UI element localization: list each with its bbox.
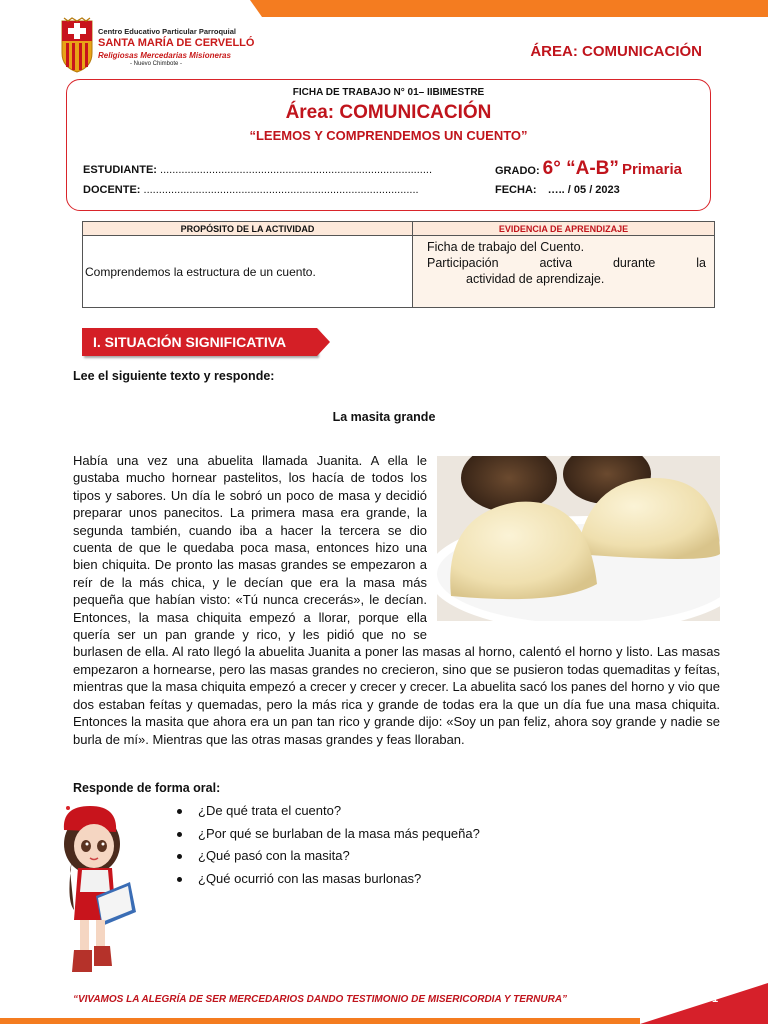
teacher-blank: .......................................................................................... <box>143 184 419 196</box>
student-field <box>83 164 432 176</box>
teacher-field <box>83 184 419 196</box>
evidence-word: la <box>696 256 706 270</box>
school-name: SANTA MARÍA DE CERVELLÓ <box>98 37 255 49</box>
date-label: FECHA: <box>495 184 537 196</box>
story-text: Había una vez una abuelita llamada Juanita. A ella le gustaba mucho hornear pastelitos, los hacía de todos los tipos y sabores. Un día le sobró un poco de masa y decidió preparar unos panecitos. La primera masa era grande, la segunda también, cuando iba a hacer la tercera se dio cuenta de que le quedaba poca masa, entonces hizo una bien chiquita. De pronto las masas grandes se empezaron a reír de la más chica, y le decían que era la masa más pequeña que habían visto: «Tú nunca crecerás», le decían. Entonces, la masa chiquita empezó a llorar, porque ella quería ser un pan grande y rico, y les pidió que no se burlasen de ella. Al rato llegó la abuelita Juanita a poner las masas al horno, calentó el horno y listo. Las masas empezaron a hornearse, pero las masas grandes no crecieron, sino que se pusieron todas quemaditas y feítas, mientras que la masa chiquita empezó a crecer y crecer y crecer. La abuelita sacó los panes del horno y vio que dos estaban feítas y quemadas, pero la más rica y grande de todas era la que un día fue una masa chiquita. Entonces la masita que ahora era un pan tan rico y grande dijo: «Soy un pan feliz, ahora soy grande y nadie se burla de mí». Mientras que las otras masas grandes y feas lloraban. <box>73 453 720 747</box>
purpose-cell: Comprendemos la estructura de un cuento. <box>83 236 413 308</box>
school-congregation: Religiosas Mercedarias Misioneras <box>98 51 231 60</box>
footer-corner <box>640 983 768 1024</box>
footer-motto: “VIVAMOS LA ALEGRÍA DE SER MERCEDARIOS DANDO TESTIMONIO DE MISERICORDIA Y TERNURA” <box>72 994 568 1005</box>
grade-value: 6° “A-B” <box>542 158 619 179</box>
area-header: ÁREA: COMUNICACIÓN <box>530 43 702 60</box>
purpose-table-header-row <box>83 222 715 236</box>
evidence-word: activa <box>539 256 573 270</box>
student-blank: ......................................................................................... <box>160 164 433 176</box>
grade-level: Primaria <box>621 161 682 178</box>
evidence-item-1: Ficha de trabajo del Cuento. <box>427 240 585 254</box>
ficha-number: FICHA DE TRABAJO N° 01– IIBIMESTRE <box>292 87 485 98</box>
school-city: - Nuevo Chimbote - <box>130 61 183 67</box>
worksheet-header-box <box>66 79 711 211</box>
page-number: 1 <box>712 993 719 1005</box>
grade-label: GRADO: <box>495 165 540 177</box>
date-field <box>495 184 620 196</box>
story-body <box>73 452 720 748</box>
question-item: ¿Por qué se burlaban de la masa más pequeña? <box>176 823 480 846</box>
footer-bar <box>0 1018 640 1024</box>
date-value: ….. / 05 / 2023 <box>547 184 620 196</box>
school-logo <box>60 17 260 77</box>
bread-dough-illustration <box>437 456 720 621</box>
top-band-corner <box>250 0 262 17</box>
evidence-word: Participación <box>427 256 499 270</box>
evidence-cell <box>413 236 715 308</box>
evidence-column-header: EVIDENCIA DE APRENDIZAJE <box>413 222 715 236</box>
oral-questions-list <box>176 800 480 890</box>
evidence-word: durante <box>612 256 656 270</box>
section-banner <box>82 328 330 356</box>
question-item: ¿Qué ocurrió con las masas burlonas? <box>176 868 480 891</box>
question-item: ¿Qué pasó con la masita? <box>176 845 480 868</box>
top-band <box>262 0 768 17</box>
purpose-table-row <box>83 236 715 308</box>
section-title: I. SITUACIÓN SIGNIFICATIVA <box>93 334 287 350</box>
school-type: Centro Educativo Particular Parroquial <box>98 27 236 36</box>
worksheet-subtitle: “LEEMOS Y COMPRENDEMOS UN CUENTO” <box>249 128 528 143</box>
girl-reading-illustration <box>56 800 166 980</box>
oral-questions-title: Responde de forma oral: <box>73 781 221 795</box>
question-item: ¿De qué trata el cuento? <box>176 800 480 823</box>
student-label: ESTUDIANTE: <box>83 164 157 176</box>
evidence-item-2 <box>427 255 706 271</box>
grade-field <box>495 158 682 180</box>
teacher-label: DOCENTE: <box>83 184 141 196</box>
story-title: La masita grande <box>332 410 436 424</box>
reading-instruction: Lee el siguiente texto y responde: <box>73 369 275 383</box>
evidence-item-2-continuation: actividad de aprendizaje. <box>466 272 605 286</box>
purpose-table <box>82 221 715 308</box>
purpose-column-header: PROPÓSITO DE LA ACTIVIDAD <box>83 222 413 236</box>
section-banner-arrow-icon <box>317 328 330 356</box>
school-shield-icon <box>60 17 94 73</box>
bread-dough-photo <box>437 456 720 621</box>
area-title: Área: COMUNICACIÓN <box>285 102 492 123</box>
